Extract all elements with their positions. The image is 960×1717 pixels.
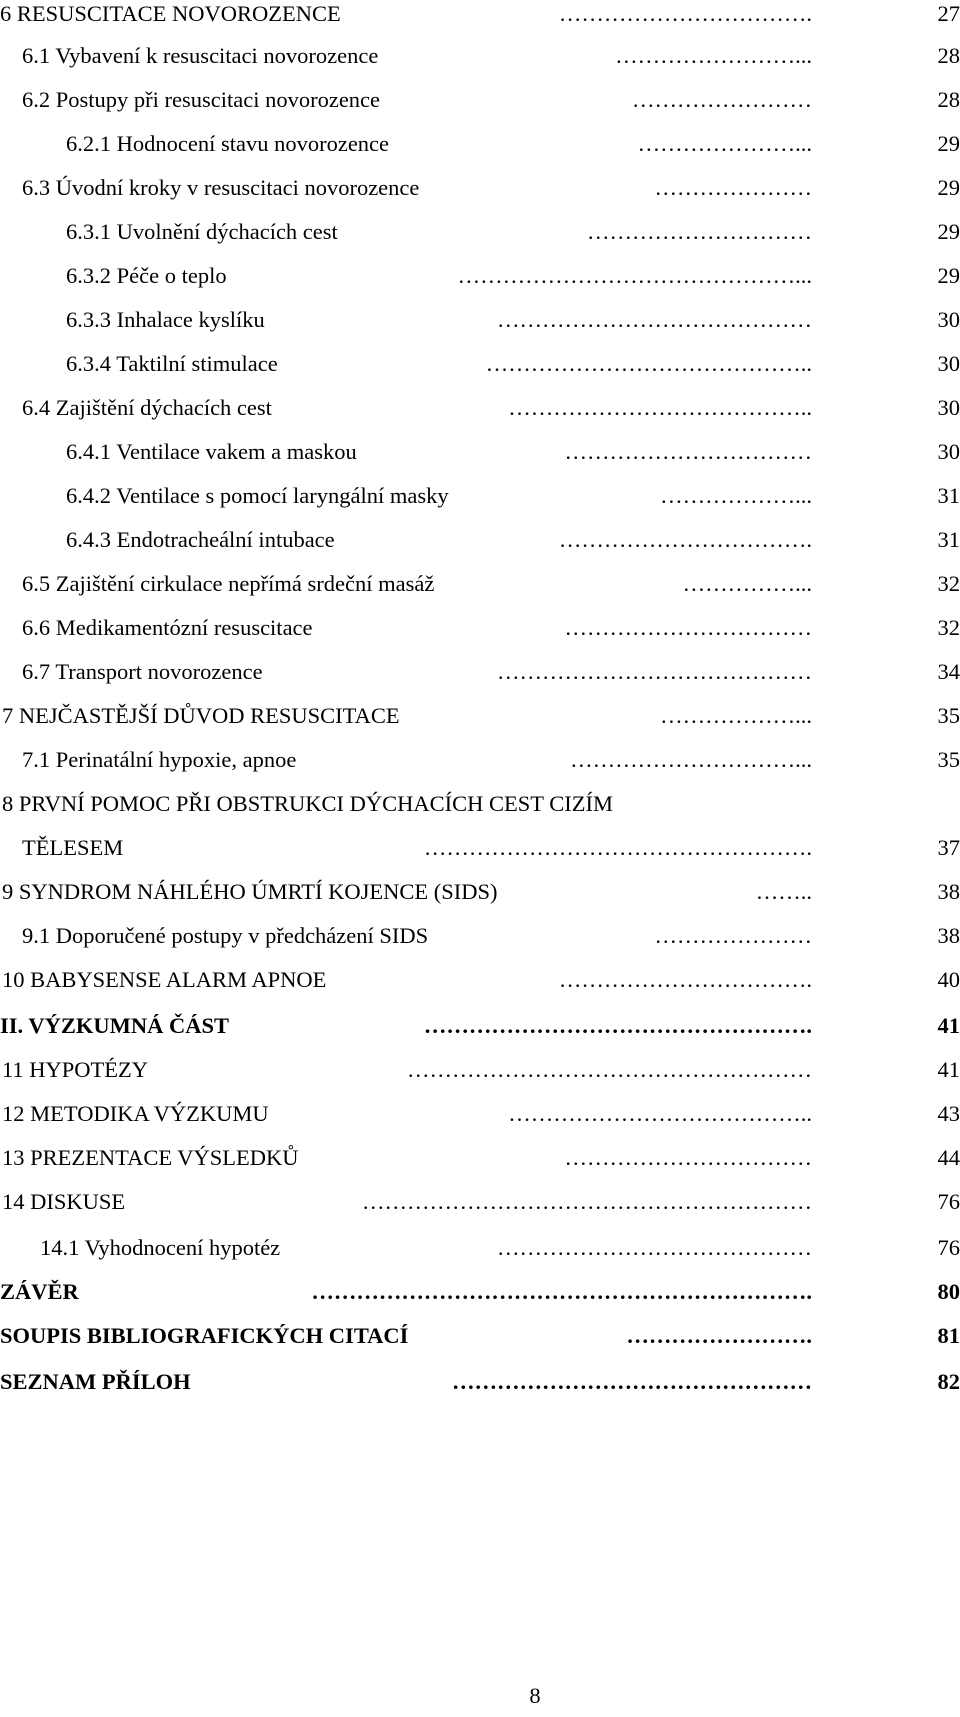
toc-entry-title: 6.2 Postupy při resuscitaci novorozence (22, 87, 381, 112)
toc-entry-page: 43 (937, 1101, 960, 1126)
toc-entry-title: 6.4.1 Ventilace vakem a maskou (66, 439, 357, 464)
toc-entry-title: II. VÝZKUMNÁ ČÁST (0, 1013, 229, 1038)
toc-entry-page: 76 (937, 1189, 960, 1214)
toc-entry-title: 7 NEJČASTĚJŠÍ DŮVOD RESUSCITACE (2, 703, 400, 728)
toc-entry-page: 38 (937, 879, 960, 904)
toc-entry-title: 6.4 Zajištění dýchacích cest (22, 395, 272, 420)
toc-entry[interactable] (0, 834, 960, 878)
toc-entry-title: 11 HYPOTÉZY (2, 1057, 149, 1082)
toc-entry-leader: ……………………………. (558, 967, 812, 992)
toc-entry-leader: …………………………………… (497, 1235, 812, 1260)
toc-entry-page: 35 (937, 747, 960, 772)
toc-entry-title: 6.4.2 Ventilace s pomocí laryngální masky (66, 483, 449, 508)
toc-entry[interactable] (0, 482, 960, 526)
toc-entry-page: 28 (937, 43, 960, 68)
toc-entry[interactable] (0, 438, 960, 482)
toc-entry-leader: …………………………… (564, 439, 812, 464)
toc-entry-leader: ………………………………….. (508, 395, 812, 420)
toc-entry-page: 44 (937, 1145, 960, 1170)
toc-entry[interactable] (0, 1368, 960, 1412)
toc-entry-leader: ……………………. (626, 1323, 812, 1348)
toc-entry-leader: ………………………………………… (452, 1369, 812, 1394)
toc-entry-title: 9.1 Doporučené postupy v předcházení SIDS (22, 923, 429, 948)
toc-entry[interactable] (0, 1322, 960, 1366)
toc-entry-leader: …………………………… (564, 615, 812, 640)
toc-entry-title: 6.4.3 Endotracheální intubace (66, 527, 335, 552)
toc-entry[interactable] (0, 0, 960, 44)
toc-entry[interactable] (0, 174, 960, 218)
toc-entry-page: 80 (937, 1279, 960, 1304)
page-number: 8 (529, 1683, 541, 1708)
toc-entry-page: 34 (937, 659, 960, 684)
toc-entry[interactable] (0, 1234, 960, 1278)
toc-entry[interactable] (0, 966, 960, 1010)
toc-entry-leader: …………………………………………………………. (311, 1279, 812, 1304)
toc-entry-leader: …………………… (632, 87, 812, 112)
toc-entry[interactable] (0, 1188, 960, 1232)
toc-entry-leader: ……………………………. (558, 527, 812, 552)
toc-entry[interactable] (0, 658, 960, 702)
toc-entry-title: 6.3.4 Taktilní stimulace (66, 351, 278, 376)
toc-entry-title: 6 RESUSCITACE NOVOROZENCE (0, 1, 341, 26)
toc-entry[interactable] (0, 922, 960, 966)
toc-entry[interactable] (0, 262, 960, 306)
toc-entry-page: 30 (937, 395, 960, 420)
toc-entry-title: 13 PREZENTACE VÝSLEDKŮ (2, 1145, 299, 1170)
toc-entry[interactable] (0, 614, 960, 658)
toc-entry-title: 6.3.1 Uvolnění dýchacích cest (66, 219, 338, 244)
toc-entry-page: 29 (937, 263, 960, 288)
toc-entry[interactable] (0, 350, 960, 394)
toc-entry-page: 82 (937, 1369, 960, 1394)
toc-entry-title: 6.3.3 Inhalace kyslíku (66, 307, 265, 332)
toc-entry-title: 6.1 Vybavení k resuscitaci novorozence (22, 43, 379, 68)
toc-entry-leader: ……………... (682, 571, 812, 596)
toc-entry-leader: …………………... (637, 131, 812, 156)
toc-entry-title: 14.1 Vyhodnocení hypotéz (40, 1235, 281, 1260)
toc-entry-title: 10 BABYSENSE ALARM APNOE (2, 967, 327, 992)
toc-entry-page: 29 (937, 131, 960, 156)
toc-entry[interactable] (0, 394, 960, 438)
toc-entry-title: TĚLESEM (22, 835, 124, 860)
toc-entry-leader: …………………………... (570, 747, 812, 772)
toc-entry-page: 30 (937, 307, 960, 332)
toc-entry-page: 40 (937, 967, 960, 992)
toc-entry-leader: …………………………………… (497, 659, 812, 684)
toc-entry[interactable] (0, 1012, 960, 1056)
toc-entry-title: 6.2.1 Hodnocení stavu novorozence (66, 131, 390, 156)
toc-entry-title: 6.6 Medikamentózní resuscitace (22, 615, 313, 640)
toc-entry-page: 38 (937, 923, 960, 948)
toc-entry-leader: ………………… (654, 923, 812, 948)
toc-entry-page: 31 (937, 483, 960, 508)
toc-entry[interactable] (0, 130, 960, 174)
toc-entry-title: 14 DISKUSE (2, 1189, 126, 1214)
toc-entry-page: 29 (937, 219, 960, 244)
toc-entry-leader: ………………………………………... (457, 263, 812, 288)
toc-entry[interactable] (0, 306, 960, 350)
toc-entry-leader: ……………………………………………. (423, 1013, 812, 1038)
toc-entry-page: 76 (937, 1235, 960, 1260)
toc-entry[interactable] (0, 42, 960, 86)
toc-entry-leader: …………………………………………………… (362, 1189, 812, 1214)
toc-entry-leader: …………………………… (564, 1145, 812, 1170)
toc-entry-page: 31 (937, 527, 960, 552)
toc-entry-page: 37 (937, 835, 960, 860)
toc-entry-page: 29 (937, 175, 960, 200)
toc-entry[interactable] (0, 746, 960, 790)
toc-entry-page: 41 (937, 1013, 960, 1038)
toc-entry-title: SOUPIS BIBLIOGRAFICKÝCH CITACÍ (0, 1323, 409, 1348)
toc-entry-page: 35 (937, 703, 960, 728)
toc-entry[interactable] (0, 1144, 960, 1188)
toc-entry-leader: ……………………………………………… (407, 1057, 812, 1082)
toc-entry-leader: ………………… (654, 175, 812, 200)
toc-entry[interactable] (0, 1100, 960, 1144)
toc-entry-title: 9 SYNDROM NÁHLÉHO ÚMRTÍ KOJENCE (SIDS) (2, 879, 498, 904)
toc-entry-title: 8 PRVNÍ POMOC PŘI OBSTRUKCI DÝCHACÍCH CEST CIZÍM (2, 791, 613, 816)
toc-entry-leader: …………………………………….. (485, 351, 812, 376)
toc-entry-page: 32 (937, 615, 960, 640)
toc-entry-page: 41 (937, 1057, 960, 1082)
toc-entry-page: 28 (937, 87, 960, 112)
toc-entry-leader: ……………………... (615, 43, 812, 68)
toc-entry[interactable] (0, 218, 960, 262)
toc-entry-title: 6.3.2 Péče o teplo (66, 263, 227, 288)
toc-entry-title: 7.1 Perinatální hypoxie, apnoe (22, 747, 297, 772)
toc-entry-page: 30 (937, 439, 960, 464)
toc-entry[interactable] (0, 1056, 960, 1100)
toc-entry-page: 30 (937, 351, 960, 376)
toc-entry-leader: …………………………………… (497, 307, 812, 332)
toc-entry[interactable] (0, 526, 960, 570)
toc-entry-title: 12 METODIKA VÝZKUMU (2, 1101, 269, 1126)
toc-entry-leader: …….. (755, 879, 812, 904)
toc-entry-leader: ………………………… (587, 219, 812, 244)
toc-entry-leader: ……………………………. (558, 1, 812, 26)
toc-entry[interactable] (0, 702, 960, 746)
toc-entry[interactable] (0, 790, 960, 834)
toc-entry-page: 32 (937, 571, 960, 596)
toc-entry[interactable] (0, 86, 960, 130)
toc-entry-leader: ……………………………………………. (423, 835, 812, 860)
toc-entry-title: ZÁVĚR (0, 1279, 79, 1304)
toc-entry-leader: ………………... (660, 483, 812, 508)
toc-entry-page: 81 (937, 1323, 960, 1348)
toc-entry-leader: ………………... (660, 703, 812, 728)
toc-entry-leader: ………………………………….. (508, 1101, 812, 1126)
toc-entry-page: 27 (937, 1, 960, 26)
toc-entry[interactable] (0, 570, 960, 614)
toc-entry-title: 6.3 Úvodní kroky v resuscitaci novorozence (22, 175, 420, 200)
toc-entry[interactable] (0, 1278, 960, 1322)
toc-entry-title: SEZNAM PŘÍLOH (0, 1369, 191, 1394)
toc-entry-title: 6.7 Transport novorozence (22, 659, 263, 684)
toc-entry[interactable] (0, 878, 960, 922)
toc-entry-title: 6.5 Zajištění cirkulace nepřímá srdeční masáž (22, 571, 435, 596)
